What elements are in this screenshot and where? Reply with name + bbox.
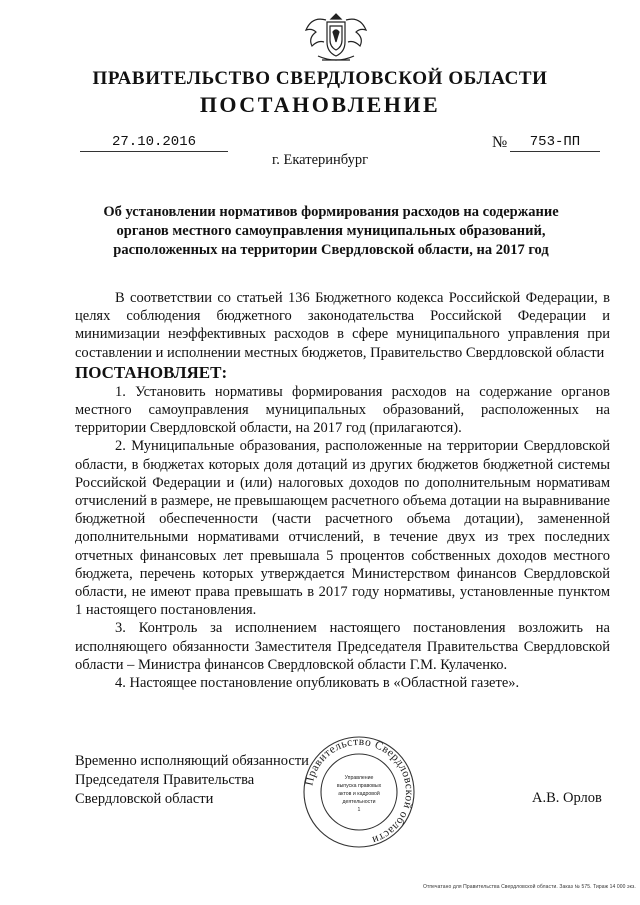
document-number: 753-ПП (510, 134, 600, 152)
svg-text:1: 1 (357, 807, 361, 813)
svg-text:выпуска правовых: выпуска правовых (336, 783, 382, 789)
item-1: 1. Установить нормативы формирования расходов на содержание органов местного самоуправления муниципальных образований, расположенных на территории Свердловской области, на 2017 год (прилагаются). (75, 383, 610, 437)
item-4: 4. Настоящее постановление опубликовать в «Областной газете». (115, 675, 520, 692)
signatory-name: А.В. Орлов (532, 790, 602, 806)
coat-of-arms-emblem (300, 10, 372, 68)
number-sign: № (492, 134, 508, 151)
preamble: В соответствии со статьей 136 Бюджетного кодекса Российской Федерации, в целях соблюдения бюджетного законодательства Российской Федерации и минимизации неэффективных расходов в сфере муниципального управления при составлении и исполнении местных бюджетов, Правительство Свердловской области (75, 290, 610, 361)
item-3: 3. Контроль за исполнением настоящего постановления возложить на исполняющего обязанности Заместителя Председателя Правительства Свердловской области – Министра финансов Свердловской области Г.М. Кулаченко. (75, 620, 610, 673)
item-2: 2. Муниципальные образования, расположенные на территории Свердловской области, в бюджетах которых доля дотаций из других бюджетов бюджетной системы Российской Федерации и (или) налоговых доходов по дополнительным нормативам отчислений в размере, не превышающем расчетного объема дотации на выравнивание бюджетной обеспеченности (части расчетного объема дотации), замененной дополнительными нормативами отчислений, в течение двух из трех последних отчетных финансовых лет превышала 5 процентов собственных доходов местного бюджета, перечень которых утверждается Министерством финансов Свердловской области, не имеют права превышать в 2017 году нормативы, установленные пунктом 1 настоящего постановления. (75, 438, 610, 619)
document-date: 27.10.2016 (80, 134, 228, 152)
document-heading: Об установлении нормативов формирования расходов на содержание органов местного самоуправления муниципальных образований, расположенных на территории Свердловской области, на 2017 год (103, 204, 559, 258)
official-stamp (300, 733, 418, 851)
print-footer: Отпечатано для Правительства Свердловской области. Заказ № 575. Тираж 14 000 экз. (423, 884, 636, 890)
city: г. Екатеринбург (271, 152, 369, 168)
government-title: ПРАВИТЕЛЬСТВО СВЕРДЛОВСКОЙ ОБЛАСТИ (92, 68, 548, 89)
svg-text:Управление: Управление (344, 775, 374, 781)
signature-line-1: Временно исполняющий обязанности (75, 753, 309, 769)
document-body (75, 289, 610, 692)
signature-line-3: Свердловской области (75, 791, 214, 807)
svg-text:деятельности: деятельности (342, 799, 376, 805)
signature-block (75, 752, 309, 809)
resolves-label: ПОСТАНОВЛЯЕТ: (75, 362, 228, 382)
document-type: ПОСТАНОВЛЕНИЕ (199, 92, 441, 117)
svg-text:Правительство Свердловской обл: Правительство Свердловской области (303, 735, 416, 847)
svg-text:актов и кадровой: актов и кадровой (338, 791, 380, 797)
signature-line-2: Председателя Правительства (75, 772, 255, 788)
